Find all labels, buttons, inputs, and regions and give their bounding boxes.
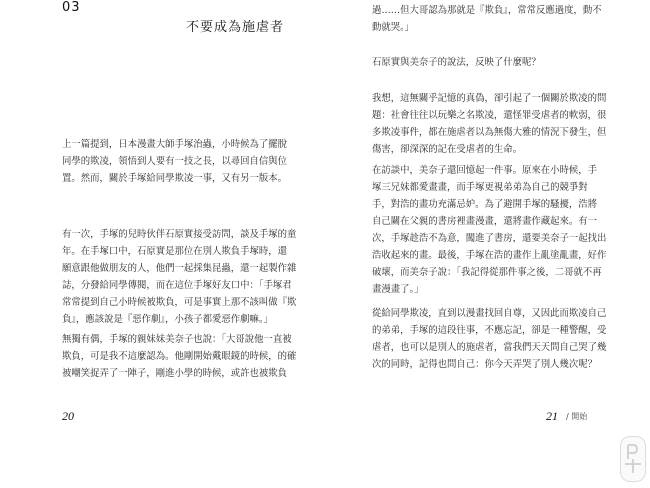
paragraph (62, 136, 287, 187)
page-number-left: 20 (62, 409, 74, 423)
text-line: 破壞，而美奈子說：「我記得從那件事之後，二哥就不再 (372, 267, 602, 278)
text-line: 負』，應該說是『惡作劇』，小孩子都愛惡作劇嘛。」 (62, 314, 273, 325)
text-line: 動就哭。」 (372, 22, 415, 33)
text-line: 手，對浩的畫功充滿忌妒。為了避開手塚的騷擾，浩將 (372, 199, 598, 210)
text-line: 題：社會往往以玩樂之名欺凌，還怪罪受虐者的軟弱，很 (372, 110, 607, 121)
text-line: 被嘲笑捉弄了一陣子，剛進小學的時候，或許也被欺負 (62, 368, 288, 379)
text-line: 自己關在父親的書房裡畫漫畫，還將畫作藏起來。有一 (372, 216, 598, 227)
text-line: 年。在手塚口中，石原實是那位在別人欺負手塚時，還 (62, 246, 288, 257)
text-line: 上一篇提到，日本漫畫大師手塚治蟲，小時候為了擺脫 (62, 139, 288, 150)
text-line: 我想，這無關乎記憶的真偽，卻引起了一個關於欺凌的問 (372, 93, 607, 104)
right-page (325, 0, 650, 488)
text-line: 浩收起來的畫。最後，手塚在浩的畫作上亂塗亂畫，好作 (372, 250, 607, 261)
text-line: 常常提到自己小時候被欺負，可是事實上那不該叫做『欺 (62, 297, 297, 308)
paragraph (372, 305, 606, 373)
page-number-right: 21 (546, 409, 558, 423)
paragraph (372, 54, 541, 71)
chapter-title: 不要成為施虐者 (186, 20, 285, 35)
text-line: 同學的欺凌，領悟到人要有一技之長，以尋回自信與位 (62, 156, 288, 167)
text-line: 欺負，可是我不這麼認為。他剛開始戴眼鏡的時候，的確 (62, 351, 297, 362)
text-line: 在訪談中，美奈子還回憶起一件事。原來在小時候，手 (372, 165, 598, 176)
text-line: 次，手塚趁浩不為意，闖進了書房，還要美奈子一起找出 (372, 233, 607, 244)
text-line: 次的同時，記得也問自己：你今天弄哭了別人幾次呢？ (372, 359, 598, 370)
text-line: 塚三兄妹都愛畫畫，而手塚更視弟弟為自己的競爭對 (372, 182, 588, 193)
text-line: 願意跟他做朋友的人，他們一起採集昆蟲，還一起製作雜 (62, 263, 297, 274)
paragraph (372, 162, 606, 298)
text-line: 多欺凌事件，都在施虐者以為無傷大雅的情況下發生，但 (372, 127, 607, 138)
text-line: 傷害，卻深深的記在受虐者的生命。 (372, 144, 523, 155)
text-line: 無獨有偶，手塚的親妹妹美奈子也說：「大哥說他一直被 (62, 334, 292, 345)
text-line: 從給同學欺凌，直到以漫畫找回自尊，又因此而欺凌自己 (372, 308, 607, 319)
running-head: / 開始 (566, 412, 588, 421)
text-line: 石原實與美奈子的說法，反映了什麼呢？ (372, 57, 541, 68)
paragraph (372, 90, 606, 158)
text-line: 誌，分發給同學傳閱，而在這位手塚好友口中：「手塚君 (62, 280, 292, 291)
text-line: 有一次，手塚的兒時伙伴石原實接受訪問，談及手塚的童 (62, 229, 297, 240)
pk-reader-badge-icon[interactable] (620, 436, 646, 482)
paragraph (62, 226, 296, 328)
text-line: 的弟弟，手塚的這段往事，不應忘記，卻是一種警醒，受 (372, 325, 607, 336)
chapter-number: 03 (62, 0, 81, 15)
text-line: 畫漫畫了。」 (372, 284, 424, 295)
text-line: 過……但大哥認為那就是『欺負』，常常反應過度，動不 (372, 5, 602, 16)
paragraph (62, 331, 296, 382)
text-line: 置。然而，關於手塚給同學欺凌一事，又有另一版本。 (62, 173, 288, 184)
text-line: 虐者，也可以是別人的施虐者，當我們天天問自己哭了幾 (372, 342, 607, 353)
paragraph (372, 2, 602, 36)
